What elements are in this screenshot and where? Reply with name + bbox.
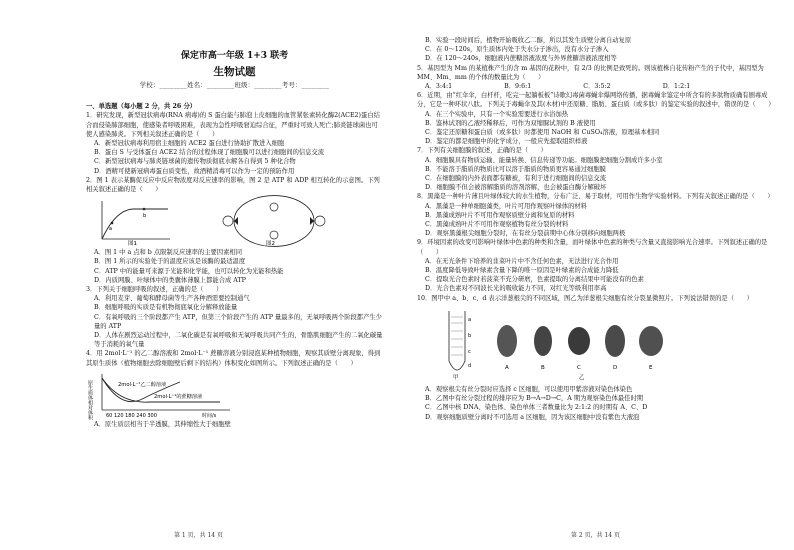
question-5-option-b: B．9:6:1 [504, 83, 532, 91]
subject-title: 生物试题 [213, 66, 256, 78]
curve-sucrose-label: 2mol·L⁻¹的蔗糖溶液 [154, 393, 203, 400]
question-2-figures [94, 197, 383, 248]
question-4-option-a: A．原生质层相当于半透膜，其伸缩性大于细胞壁 [94, 420, 231, 428]
question-8-stem: 8．黑藻是一种叶片薄且叶绿体较大的水生植物，分布广泛、易于取材，可用作生物学实验材料。下列有关叙述正确的是（ ） [417, 193, 774, 201]
region-label-c: c [468, 348, 471, 355]
page-2-footer: 第 2 页，共 14 页 [570, 531, 621, 539]
question-4-stem: 4．用 2mol·L⁻¹ 的乙二醇溶液和 2mol·L⁻¹ 蔗糖溶液分别浸泡某种植物细胞，观察其质壁分离现象，得到其原生质体（植物细胞去除细胞壁后剩下的结构）体积变化如图所示。下列叙述正确的是（ ） [86, 350, 381, 367]
page-2 [397, 0, 794, 550]
question-7 [417, 146, 772, 192]
figure-yi-label: 乙 [579, 374, 585, 381]
question-8-option-c: C．黑藻成熟叶片不可用作观察植物有丝分裂的材料 [425, 221, 569, 229]
question-5-options [417, 82, 772, 91]
question-5-option-a: A．3:4:1 [425, 83, 453, 91]
question-1-option-b: B．蛋白 S 与受体蛋白 ACE2 结合的过程体现了细胞膜可以进行细胞间的信息交流 [94, 149, 325, 157]
question-10-stem: 10．图甲中 a、b、c、d 表示洋葱根尖的不同区域，图乙为洋葱根尖细胞有丝分裂显微照片。下列说法错误的是（ ） [417, 294, 753, 302]
question-2-option-d: D．内质网膜、叶绿体中的类囊体薄膜上都能合成 ATP [94, 276, 246, 284]
cell-label-a: A [505, 364, 509, 371]
question-7-option-d: D．细胞膜不但会被溶解脂质的溶剂溶解，也会被蛋白酶分解破坏 [425, 184, 607, 192]
question-6-option-c: C．鉴定还原糖和蛋白质（或多肽）时都使用 NaOH 和 CuSO₄溶液，原理基本相同 [425, 129, 660, 137]
question-4-continued [417, 36, 772, 64]
question-2-option-a: A．图 1 中 a 点和 b 点限制反应速率的主要因素相同 [94, 249, 242, 257]
question-4-figure [87, 372, 383, 420]
question-5 [417, 64, 772, 92]
question-10-option-d: D．观察细胞质壁分离时不可选用 a 区细胞，因为该区细胞中没有紫色大液泡 [425, 413, 640, 421]
question-9 [417, 238, 772, 293]
question-10-figure [437, 309, 772, 381]
question-1-option-c: C．新型冠状病毒与肺炎链球菌的遗传物质彻底水解各自得到 5 种化合物 [94, 158, 296, 166]
question-2-option-c: C．ATP 中的能量可来源于光能和化学能，也可以转化为光能和热能 [94, 267, 284, 275]
question-2 [86, 176, 383, 285]
question-6-option-b: B．鉴林试剂的乙液经稀释后，可作为双缩脲试剂的 B 液使用 [425, 119, 596, 127]
cell-label-d: D [613, 364, 618, 371]
region-label-b: b [468, 332, 472, 339]
question-1-option-d: D．酒精可使新冠病毒蛋白质变性，故酒精消毒可以作为一定的预防作用 [94, 167, 295, 175]
protoplast-volume-graph [87, 372, 240, 420]
section-heading: 一、单选题（每小题 2 分，共 26 分） [86, 103, 197, 111]
exam-title: 保定市高一年级 1+3 联考 [180, 51, 289, 61]
question-1-option-a: A．新型冠状病毒利用宿主细胞的 ACE2 蛋白进行协助扩散进入细胞 [94, 140, 285, 148]
question-10-option-a: A．观察根尖有丝分裂时应选择 c 区细胞，可以使用甲紫溶液对染色体染色 [425, 385, 633, 393]
svg-text:a: a [109, 226, 113, 233]
question-2-stem: 2．图 1 表示某酶促反应中反应物浓度对反应速率的影响，图 2 是 ATP 和 ADP 相互转化的示意图。下列相关叙述正确的是（ ） [86, 176, 380, 194]
question-3 [86, 285, 383, 349]
question-10 [417, 294, 772, 422]
question-5-option-d: D．1:2:1 [662, 83, 691, 91]
question-6 [417, 91, 775, 146]
region-label-d: d [468, 362, 472, 369]
question-3-option-c: C．有氧呼吸的三个阶段都产生 ATP，但第三个阶段产生的 ATP 量最多的，无氧呼吸两个阶段都产生少量的 ATP [94, 313, 382, 330]
question-10-option-c: C．乙图中核 DNA、染色体、染色单体三者数量比为 2:1:2 的时期有 A、C、D [425, 404, 648, 412]
question-7-option-c: C．在细胞膜的内外表面都有糖被，有利于进行细胞间的信息交流 [425, 175, 607, 183]
graph-xlabel: 时间/s [202, 412, 217, 419]
question-6-option-d: D．鉴定的都是细胞中的化学成分，一般应先提取组织样液 [425, 138, 588, 146]
question-1-stem: 1．研究发现，新型冠状病毒(RNA 病毒)的 S 蛋白能与肺泡上皮细胞的血管紧张素转化酶2(ACE2)蛋白结合而侵染肺部细胞，使感染者呼吸困难，表现为急性呼吸窘迫综合征，严重时可致人死亡;肺炎链球菌也可使人感染肺炎。下列相关叙述正确的是（ ） [86, 112, 380, 138]
page-1-footer: 第 1 页，共 14 页 [173, 531, 224, 539]
svg-text:b: b [143, 213, 147, 220]
mitosis-photos [489, 319, 679, 381]
region-label-a: a [468, 316, 472, 323]
figure-2-label: 图2 [266, 241, 275, 248]
question-3-option-d: D．人体在剧烈运动过程中，二氧化碳是有氧呼吸和无氧呼吸共同产生的，骨骼肌细胞产生的二氧化碳量等于消耗的氧气量 [94, 332, 383, 349]
question-8-option-b: B．黑藻成熟叶片不可用作观察质壁分离和复原的材料 [425, 211, 575, 219]
question-7-option-a: A．细胞膜具有物质运输、能量转换、信息传递等功能。细胞膜把细胞分割成许多小室 [425, 156, 663, 164]
question-9-option-a: A．在无光条件下培养的韭菜叶片中不含任何色素，无法进行光合作用 [425, 257, 619, 265]
enzyme-rate-graph [94, 197, 174, 248]
question-9-option-d: D．光合色素对不同波长光的吸收能力不同，对红光等级利用率高 [425, 285, 607, 293]
question-4 [86, 349, 383, 429]
curve-ethylene-label: 2mol·L⁻¹乙二醇溶液 [118, 381, 167, 388]
question-4-option-c: C．在 0～120s，原生质体内处于失水分子渗出，没有水分子渗入 [425, 46, 609, 54]
question-8-option-a: A．黑藻是一种单细胞藻类，叶片可用作观察叶绿体的材料 [425, 202, 587, 210]
question-4-option-d: D．在 120～240s，细胞液内蔗糖溶液浓度与外界蔗糖溶液浓度相等 [425, 55, 617, 63]
question-6-option-a: A．在三个实验中，只有一个实验需要进行水浴加热 [425, 110, 569, 118]
svg-text:60 120 180 240 300: 60 120 180 240 300 [106, 412, 157, 419]
question-3-stem: 3．下列关于细胞呼吸的叙述，正确的是（ ） [86, 286, 223, 294]
question-9-option-b: B．温度降低导致叶绿素含量下降的唯一原因是叶绿素的合成能力降低 [425, 267, 619, 275]
question-8 [417, 192, 772, 238]
cell-label-b: B [541, 364, 545, 371]
question-1 [86, 111, 383, 175]
question-3-option-b: B．细胞呼吸的实质是有机物彻底氧化分解释放能量 [94, 304, 238, 312]
graph-ylabel: 原生质体相对体积 [87, 379, 93, 420]
question-4-option-b: B．实验一段时间后，植物开始吸收乙二醇，所以其发生质壁分离自动复原 [425, 37, 632, 44]
cell-label-c: C [577, 364, 581, 371]
atp-adp-cycle-diagram [214, 197, 334, 248]
question-7-stem: 7．下列有关细胞膜的叙述，正确的是（ ） [417, 147, 547, 155]
question-10-option-b: B．乙图中有丝分裂过程的排序应为 B→A→D→C，A 期为观察染色体最佳时期 [425, 395, 644, 403]
cell-label-e: E [649, 364, 653, 371]
student-info-line: 学校：________姓名：________班级：________考号：________ [139, 82, 330, 89]
question-6-stem: 6．近期，由“红伞伞，白杆杆，吃完一起躺板板”诗歌幻毒菌毒蝇伞爆网络传播，据毒蝇伞鉴定中所含有的多肽物质确有剧毒成分，它是一种环状八肽。下列关于毒蝇伞及其(木材)中还原糖、脂肪、蛋白质（或多肽）的鉴定实验的叙述中，错误的是（ ） [417, 92, 775, 109]
question-5-stem: 5．基因型为 Mm 的某植株产生的含 m 基因的花粉中，有 2/3 的比例是致死的。则该植株自花传粉产生的子代中，基因型为 MM、Mm、mm 的个体的数量比为（ ） [417, 64, 764, 81]
question-9-stem: 9．环境因素的改变可影响叶绿体中色素的种类和含量，而叶绿体中色素的种类与含量又直接影响光合速率。下列叙述正确的是（ ） [417, 239, 768, 256]
figure-jia-label: 甲 [453, 374, 459, 381]
root-tip-diagram [437, 309, 477, 381]
question-3-option-a: A．利用麦芽、葡萄和酵母菌等生产各种酒需要控制通气 [94, 295, 250, 303]
question-2-option-b: B．图 1 所示的实验处于的温度应该是该酶的最适温度 [94, 258, 246, 266]
question-9-option-c: C．提取光合色素时若菠菜不充分研磨，色素提取的分离结果中可能没有的色素 [425, 276, 644, 284]
question-8-option-d: D．观察黑藻根尖细胞分裂时，在有丝分裂前期中心体分别移向细胞两极 [425, 230, 626, 238]
question-5-option-c: C．3:5:2 [583, 83, 611, 91]
question-7-option-b: B．不能溶于脂质的物质比可以溶于脂质的物质更容易通过细胞膜 [425, 165, 606, 173]
figure-1-label: 图1 [128, 241, 137, 248]
